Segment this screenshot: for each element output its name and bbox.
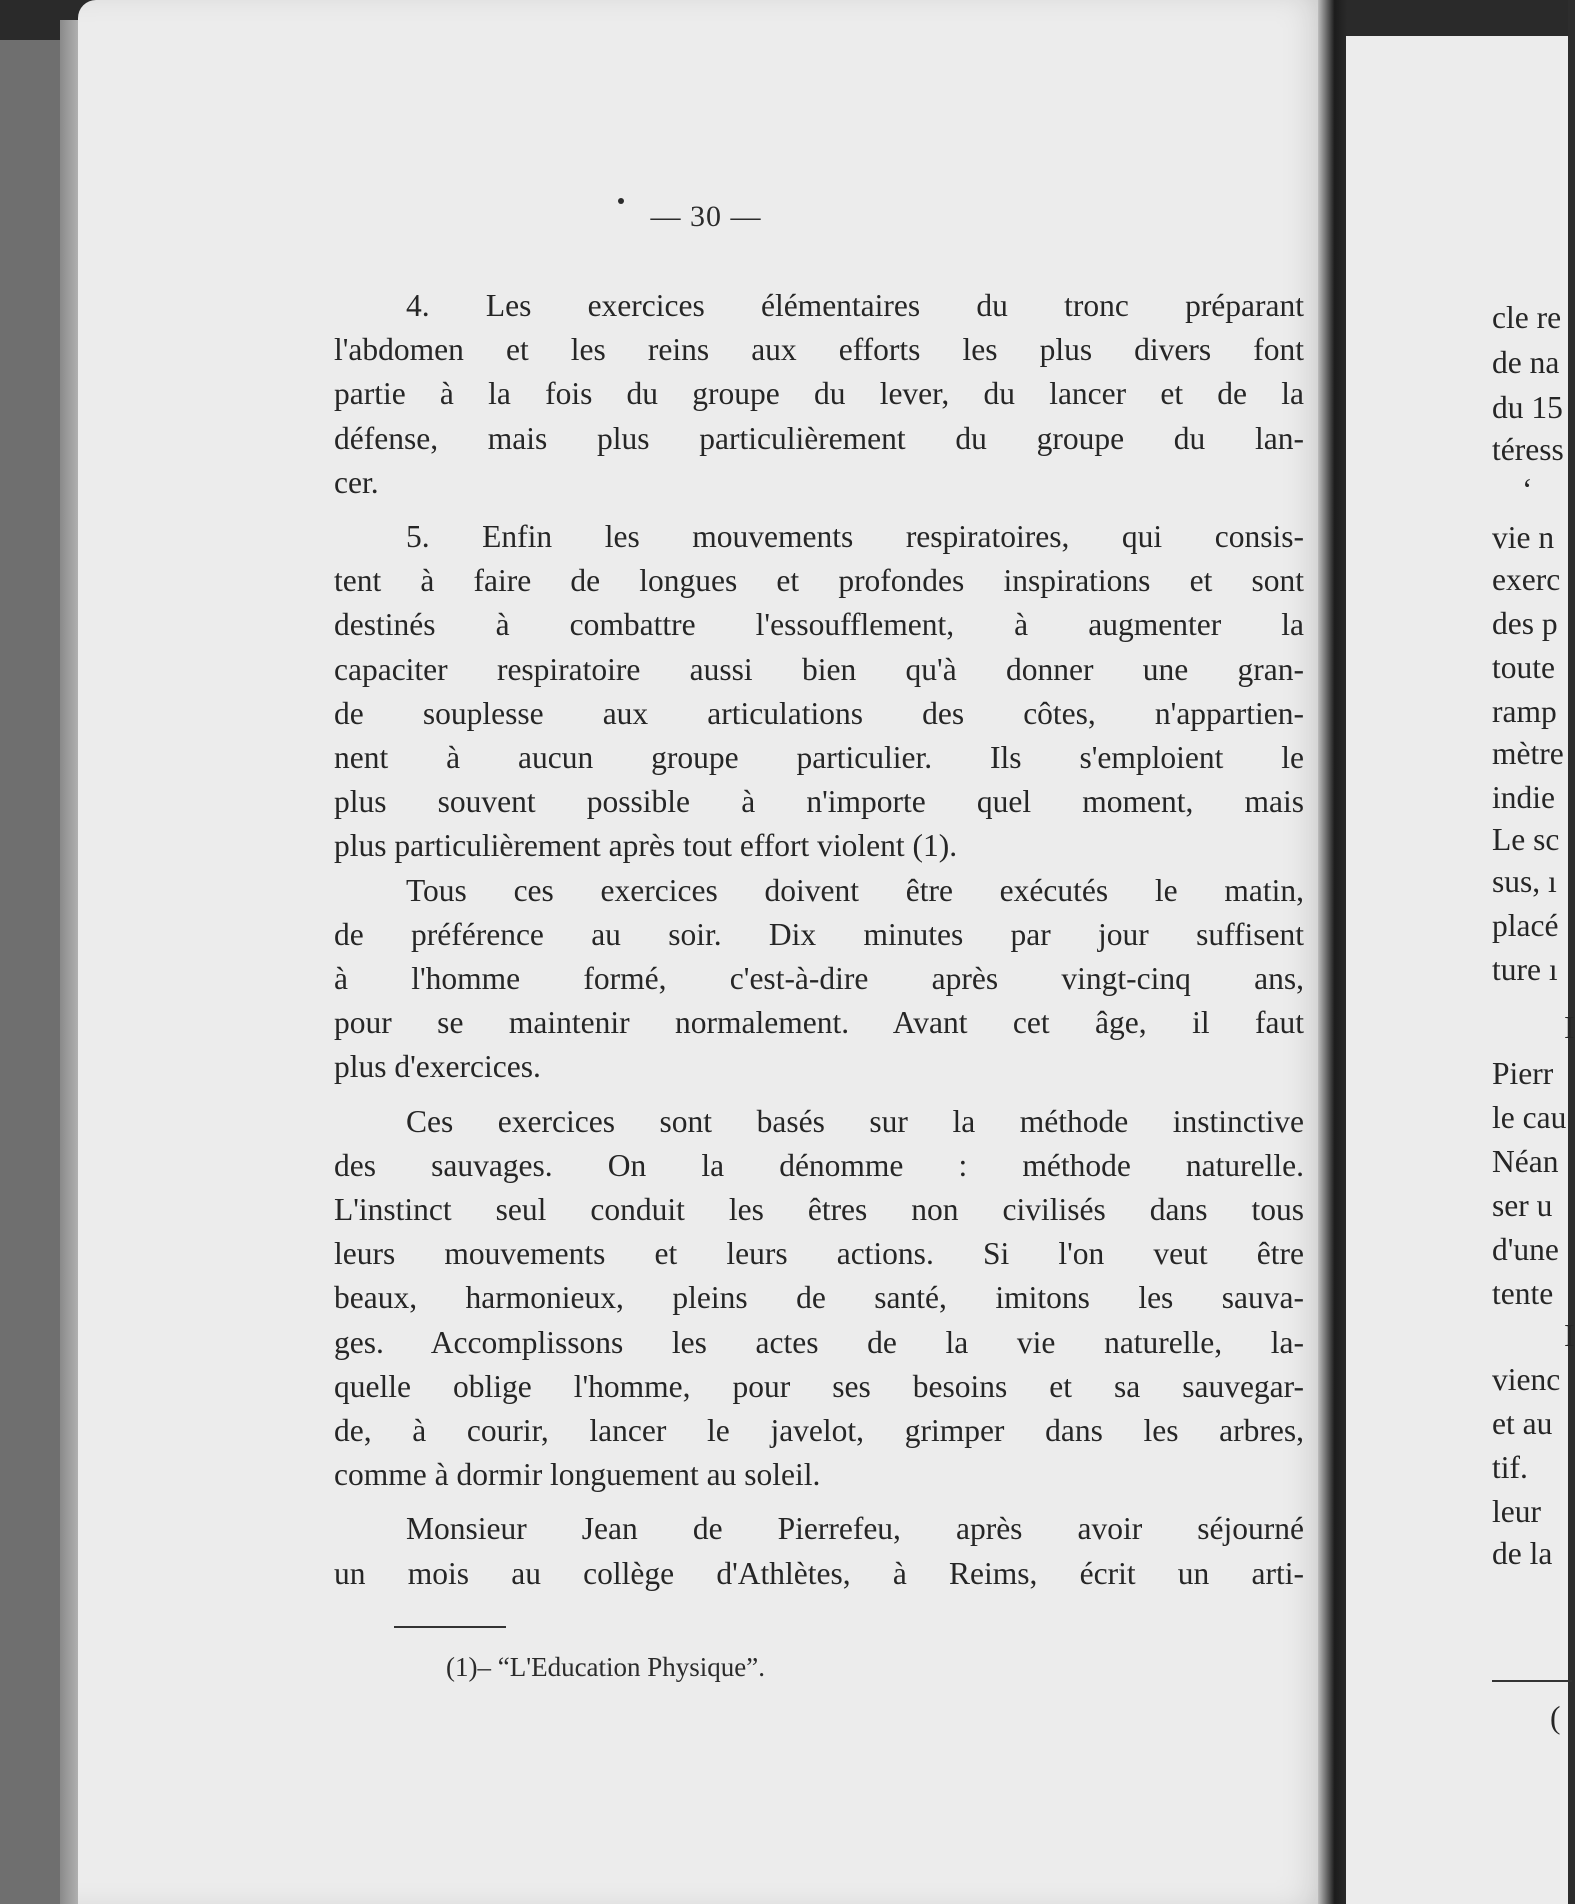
text-line: cer. <box>334 464 379 500</box>
right-page-line: placé <box>1492 908 1559 943</box>
text-line: 5. Enfin les mouvements respiratoires, qui consis- <box>406 519 1304 555</box>
text-line: beaux, harmonieux, pleins de santé, imitons les sauva- <box>334 1280 1304 1316</box>
right-page-line: tif. <box>1492 1450 1528 1485</box>
right-page-line: de na <box>1492 345 1560 380</box>
text-line: plus souvent possible à n'importe quel moment, mais <box>334 784 1304 820</box>
text-line: pour se maintenir normalement. Avant cet âge, il faut <box>334 1005 1304 1041</box>
right-page-line: et au <box>1492 1406 1553 1441</box>
right-page-line: cle re <box>1492 300 1562 335</box>
right-page-line: I <box>1564 1318 1575 1353</box>
footnote-rule <box>394 1626 506 1628</box>
text-line: Ces exercices sont basés sur la méthode instinctive <box>406 1103 1304 1139</box>
right-page-line: leur <box>1492 1494 1541 1529</box>
right-page-line: mètre <box>1492 736 1564 771</box>
right-page-line: Le sc <box>1492 822 1560 857</box>
text-line: l'abdomen et les reins aux efforts les plus divers font <box>334 332 1304 368</box>
right-page-line: téress <box>1492 432 1564 467</box>
text-line: tent à faire de longues et profondes inspirations et sont <box>334 563 1304 599</box>
right-page-line: ( <box>1550 1700 1561 1735</box>
text-line: Monsieur Jean de Pierrefeu, après avoir séjourné <box>406 1511 1304 1547</box>
text-line: capaciter respiratoire aussi bien qu'à donner une gran- <box>334 651 1304 687</box>
right-page-line: le cau <box>1492 1100 1567 1135</box>
right-page-line: du 15 <box>1492 390 1563 425</box>
right-page-line: exerc <box>1492 562 1561 597</box>
right-page-line: I <box>1564 1010 1575 1045</box>
text-line: comme à dormir longuement au soleil. <box>334 1457 821 1493</box>
text-line: plus d'exercices. <box>334 1049 541 1085</box>
text-line: un mois au collège d'Athlètes, à Reims, écrit un arti- <box>334 1555 1304 1591</box>
text-line: leurs mouvements et leurs actions. Si l'on veut être <box>334 1236 1304 1272</box>
book-gutter <box>1318 0 1348 1904</box>
text-line: nent à aucun groupe particulier. Ils s'emploient le <box>334 740 1304 776</box>
text-line: Tous ces exercices doivent être exécutés le matin, <box>406 872 1304 908</box>
right-page-line: Pierr <box>1492 1056 1554 1091</box>
page-number: — 30 — <box>650 200 762 233</box>
text-line: des sauvages. On la dénomme : méthode naturelle. <box>334 1147 1304 1183</box>
right-page-line: tente <box>1492 1276 1554 1311</box>
right-page-line: de la <box>1492 1536 1553 1571</box>
left-page <box>78 0 1334 1904</box>
text-line: 4. Les exercices élémentaires du tronc préparant <box>406 288 1304 323</box>
right-page-line: vienc <box>1492 1362 1561 1397</box>
text-line: de, à courir, lancer le javelot, grimper dans les arbres, <box>334 1413 1304 1449</box>
right-page-line: ‘ <box>1522 472 1533 507</box>
footnote: (1)– “L'Education Physique”. <box>446 1652 766 1682</box>
right-page-line: d'une <box>1492 1232 1559 1267</box>
right-page-text <box>1492 0 1575 1904</box>
text-line: défense, mais plus particulièrement du groupe du lan- <box>334 420 1304 456</box>
right-page-line: ramp <box>1492 694 1557 729</box>
right-page-line: Néan <box>1492 1144 1559 1179</box>
right-page-line: ture ı <box>1492 952 1558 987</box>
body-text <box>334 284 1304 1596</box>
right-page-line: vie n <box>1492 520 1555 555</box>
text-line: L'instinct seul conduit les êtres non civilisés dans tous <box>334 1192 1304 1228</box>
text-line: de préférence au soir. Dix minutes par jour suffisent <box>334 916 1304 952</box>
text-line: à l'homme formé, c'est-à-dire après vingt-cinq ans, <box>334 961 1304 997</box>
text-line: destinés à combattre l'essoufflement, à augmenter la <box>334 607 1304 643</box>
text-line: de souplesse aux articulations des côtes, n'appartien- <box>334 695 1304 731</box>
right-page-line: sus, ı <box>1492 864 1557 899</box>
right-footnote-rule <box>1492 1680 1572 1682</box>
right-page-line: indie <box>1492 780 1555 815</box>
text-line: partie à la fois du groupe du lever, du lancer et de la <box>334 376 1304 412</box>
right-page-line: des p <box>1492 606 1558 641</box>
text-line: plus particulièrement après tout effort violent (1). <box>334 828 958 864</box>
right-page-line: toute <box>1492 650 1555 685</box>
right-page-line: ser u <box>1492 1188 1553 1223</box>
text-line: ges. Accomplissons les actes de la vie naturelle, la- <box>334 1324 1304 1360</box>
text-line: quelle oblige l'homme, pour ses besoins et sa sauvegar- <box>334 1368 1304 1404</box>
